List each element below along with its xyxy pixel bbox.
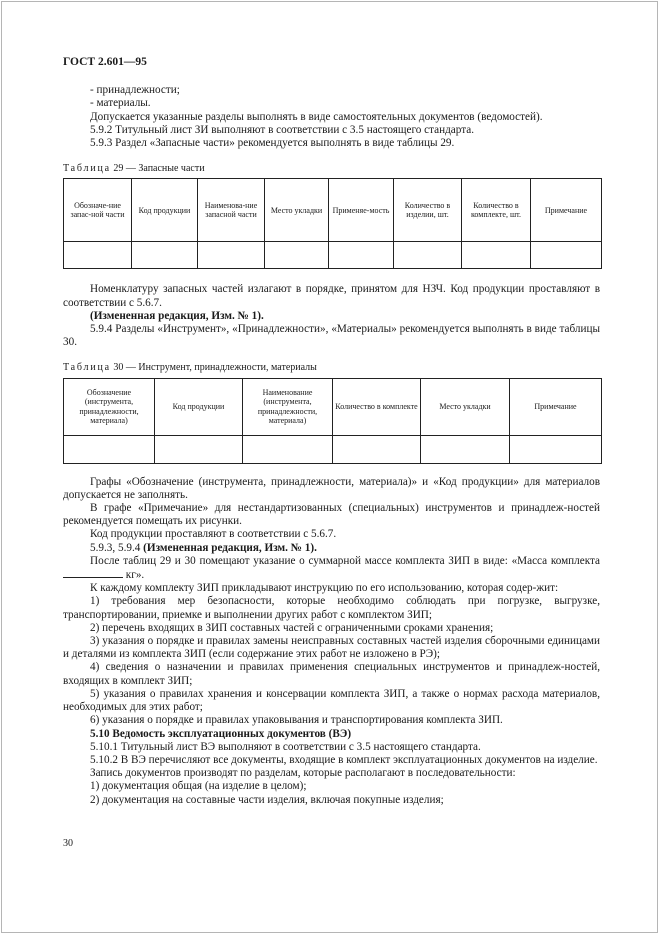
table-30-body-row [64,435,602,463]
paragraph: - принадлежности; [90,84,180,97]
paragraph: 2) перечень входящих в ЗИП составных частей с ограниченными сроками хранения; [90,621,494,634]
mass-line-before: После таблиц 29 и 30 помещают указание о суммарной массе комплекта ЗИП в виде: «Масса комплекта [90,554,600,567]
table-body-cell [265,242,329,269]
paragraph: 5.10 Ведомость эксплуатационных документов (ВЭ) [90,727,352,740]
table-header-cell: Количество в комплекте, шт. [462,179,531,242]
paragraph: 5.10.2 В ВЭ перечисляют все документы, входящие в комплект эксплуатационных документов на изделие. [90,753,598,766]
document-page [63,56,600,807]
edit-note-line [63,542,600,555]
table-header-cell: Примечание [531,179,602,242]
mass-line [63,555,600,582]
paragraph: В графе «Примечание» для нестандартизованных (специальных) инструментов и принадлеж-ностей рекомендуется помещать их рисунки. [63,502,600,528]
table-header-cell: Обозначение (инструмента, принадлежности, материала) [64,378,155,435]
paragraph: 5.9.2 Титульный лист ЗИ выполняют в соответствии с 3.5 настоящего стандарта. [90,123,475,136]
table-30-caption-text: 30 — Инструмент, принадлежности, материалы [110,362,317,374]
table-body-cell [155,435,243,463]
paragraph: 5.9.3 Раздел «Запасные части» рекомендуется выполнять в виде таблицы 29. [90,137,455,150]
paragraph: Допускается указанные разделы выполнять в виде самостоятельных документов (ведомостей). [90,110,543,123]
table-header-cell: Место укладки [265,179,329,242]
table-29-caption-text: 29 — Запасные части [110,163,205,175]
table-29-body-row [64,242,602,269]
paragraphs-bottom-b [63,582,600,806]
table-body-cell [462,242,531,269]
paragraph: 1) требования мер безопасности, которые необходимо соблюдать при погрузке, выгрузке, транспортировании, приемке и выполнении других работ с комплектом ЗИП; [63,595,600,621]
table-29-caption-word: Таблица [63,163,111,175]
paragraphs-bottom-a [63,476,600,542]
table-header-cell: Наименова-ние запасной части [198,179,265,242]
table-29-header-row [64,179,602,242]
table-body-cell [198,242,265,269]
paragraph: 1) документация общая (на изделие в целом); [90,780,307,793]
paragraph: Номенклатуру запасных частей излагают в порядке, принятом для НЗЧ. Код продукции проставляют в соответствии с 5.6.7. [63,283,600,309]
mass-line-after: кг». [123,569,145,582]
paragraph: Запись документов производят по разделам, которые располагают в последовательности: [90,767,516,780]
paragraph: 2) документация на составные части изделия, включая покупные изделия; [90,793,444,806]
mass-blank-field [63,568,123,578]
paragraph: Код продукции проставляют в соответствии с 5.6.7. [90,528,337,541]
table-header-cell: Применяе-мость [329,179,394,242]
edit-note-bold: (Измененная редакция, Изм. № 1). [143,541,317,554]
table-30-header-row [64,378,602,435]
paragraph: (Измененная редакция, Изм. № 1). [90,309,264,322]
paragraph: 5.10.1 Титульный лист ВЭ выполняют в соответствии с 3.5 настоящего стандарта. [90,740,481,753]
table-body-cell [329,242,394,269]
table-body-cell [132,242,198,269]
document-header: ГОСТ 2.601—95 [63,56,147,68]
table-29 [63,178,602,269]
table-header-cell: Количество в изделии, шт. [394,179,462,242]
table-header-cell: Примечание [510,378,602,435]
table-body-cell [531,242,602,269]
edit-note-prefix: 5.9.3, 5.9.4 [90,541,144,554]
table-header-cell: Обозначе-ние запас-ной части [64,179,132,242]
table-header-cell: Место укладки [421,378,510,435]
table-header-cell: Наименование (инструмента, принадлежности, материала) [243,378,333,435]
table-header-cell: Код продукции [132,179,198,242]
table-30-caption-word: Таблица [63,362,111,374]
paragraphs-mid [63,283,600,349]
paragraph: 3) указания о порядке и правилах замены неисправных составных частей изделия сборочными единицами и деталями из комплекта ЗИП (если содержание этих работ не изложено в РЭ); [63,635,600,661]
table-body-cell [510,435,602,463]
table-30-caption [63,361,600,374]
paragraph: 4) сведения о назначении и правилах применения специальных инструментов и принадлеж-ностей, входящих в комплект ЗИП; [63,661,600,687]
table-header-cell: Количество в комплекте [333,378,421,435]
table-header-cell: Код продукции [155,378,243,435]
table-body-cell [243,435,333,463]
table-body-cell [394,242,462,269]
paragraph: 5) указания о правилах хранения и консервации комплекта ЗИП, а также о нормах расхода материалов, необходимых для этих работ; [63,687,600,714]
table-body-cell [64,435,155,463]
table-body-cell [421,435,510,463]
table-body-cell [333,435,421,463]
paragraph: 5.9.4 Разделы «Инструмент», «Принадлежности», «Материалы» рекомендуется выполнять в виде таблицы 30. [63,323,600,349]
paragraph: - материалы. [90,97,151,110]
table-30 [63,378,602,464]
page-number: 30 [63,838,73,849]
table-29-caption [63,162,600,175]
paragraph: Графы «Обозначение (инструмента, принадлежности, материала)» и «Код продукции» для материалов допускается не заполнять. [63,475,600,501]
paragraphs-top [63,84,600,150]
paragraph: К каждому комплекту ЗИП прикладывают инструкцию по его использованию, которая содер-жит: [90,582,559,595]
paragraph: 6) указания о порядке и правилах упаковывания и транспортирования комплекта ЗИП. [90,714,503,727]
table-body-cell [64,242,132,269]
